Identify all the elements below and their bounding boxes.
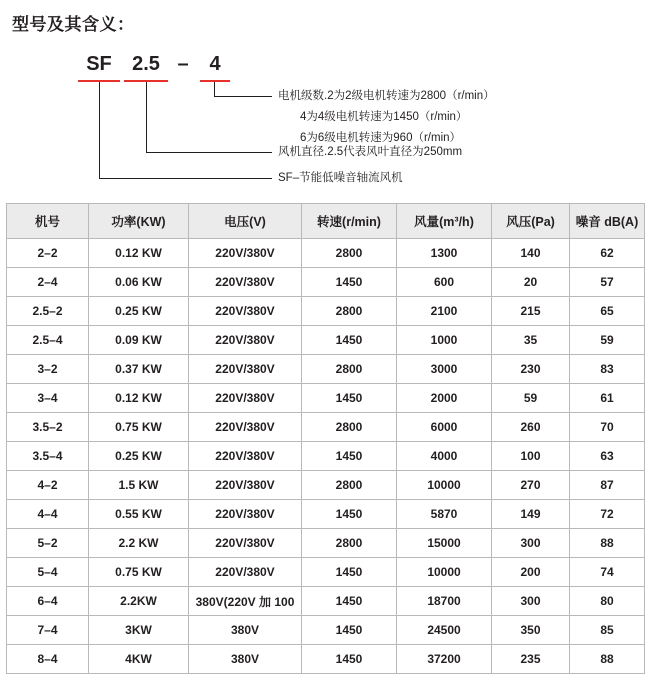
cell-speed: 1450 (302, 616, 397, 645)
cell-power: 0.37 KW (89, 355, 189, 384)
cell-voltage: 220V/380V (189, 413, 302, 442)
cell-voltage: 220V/380V (189, 500, 302, 529)
note-diameter: 风机直径.2.5代表风叶直径为250mm (278, 146, 463, 158)
note-prefix: SF–节能低噪音轴流风机 (278, 172, 403, 184)
cell-speed: 2800 (302, 413, 397, 442)
cell-pressure: 20 (492, 268, 570, 297)
cell-voltage: 220V/380V (189, 297, 302, 326)
column-header-power: 功率(KW) (89, 204, 189, 239)
cell-noise: 62 (570, 239, 645, 268)
column-header-airflow: 风量(m³/h) (397, 204, 492, 239)
cell-voltage: 220V/380V (189, 442, 302, 471)
table-row (7, 442, 645, 471)
cell-power: 1.5 KW (89, 471, 189, 500)
cell-airflow: 5870 (397, 500, 492, 529)
cell-airflow: 1000 (397, 326, 492, 355)
code-token-poles: 4 (209, 53, 221, 75)
cell-airflow: 1300 (397, 239, 492, 268)
note-poles-4: 4为4级电机转速为1450（r/min） (300, 111, 468, 123)
cell-power: 4KW (89, 645, 189, 674)
note-poles-2: 电机级数.2为2级电机转速为2800（r/min） (278, 90, 495, 102)
cell-speed: 1450 (302, 442, 397, 471)
cell-airflow: 4000 (397, 442, 492, 471)
cell-power: 0.06 KW (89, 268, 189, 297)
leader-poles-horizontal (214, 96, 272, 97)
cell-power: 0.75 KW (89, 413, 189, 442)
spec-table (6, 203, 645, 674)
cell-airflow: 6000 (397, 413, 492, 442)
cell-voltage: 220V/380V (189, 384, 302, 413)
cell-model: 2–2 (7, 239, 89, 268)
cell-pressure: 300 (492, 587, 570, 616)
note-poles-6: 6为6级电机转速为960（r/min） (300, 132, 462, 144)
cell-voltage: 380V (189, 645, 302, 674)
model-code-diagram (0, 46, 650, 201)
leader-prefix-horizontal (99, 178, 272, 179)
cell-model: 4–4 (7, 500, 89, 529)
page-title: 型号及其含义： (12, 15, 135, 34)
cell-noise: 70 (570, 413, 645, 442)
cell-speed: 1450 (302, 500, 397, 529)
cell-pressure: 230 (492, 355, 570, 384)
cell-noise: 88 (570, 529, 645, 558)
cell-voltage: 220V/380V (189, 326, 302, 355)
cell-speed: 2800 (302, 355, 397, 384)
column-header-noise: 噪音 dB(A) (570, 204, 645, 239)
cell-power: 2.2 KW (89, 529, 189, 558)
cell-pressure: 100 (492, 442, 570, 471)
cell-power: 0.25 KW (89, 297, 189, 326)
cell-model: 3–2 (7, 355, 89, 384)
cell-power: 2.2KW (89, 587, 189, 616)
column-header-pressure: 风压(Pa) (492, 204, 570, 239)
table-row (7, 384, 645, 413)
column-header-speed: 转速(r/min) (302, 204, 397, 239)
cell-noise: 80 (570, 587, 645, 616)
cell-speed: 2800 (302, 239, 397, 268)
cell-airflow: 3000 (397, 355, 492, 384)
cell-pressure: 300 (492, 529, 570, 558)
table-row (7, 297, 645, 326)
table-body (7, 239, 645, 674)
code-token-dash: – (177, 53, 189, 75)
table-row (7, 529, 645, 558)
cell-noise: 72 (570, 500, 645, 529)
cell-pressure: 270 (492, 471, 570, 500)
cell-model: 7–4 (7, 616, 89, 645)
cell-noise: 59 (570, 326, 645, 355)
cell-pressure: 260 (492, 413, 570, 442)
cell-airflow: 10000 (397, 471, 492, 500)
leader-diameter-vertical (146, 82, 147, 152)
cell-power: 0.25 KW (89, 442, 189, 471)
cell-airflow: 37200 (397, 645, 492, 674)
leader-diameter-horizontal (146, 152, 272, 153)
cell-airflow: 10000 (397, 558, 492, 587)
cell-voltage: 220V/380V (189, 268, 302, 297)
cell-power: 0.12 KW (89, 239, 189, 268)
code-token-diameter: 2.5 (132, 53, 160, 75)
cell-speed: 2800 (302, 529, 397, 558)
cell-pressure: 235 (492, 645, 570, 674)
cell-model: 3.5–2 (7, 413, 89, 442)
code-token-prefix: SF (86, 53, 112, 75)
cell-airflow: 24500 (397, 616, 492, 645)
cell-noise: 85 (570, 616, 645, 645)
table-row (7, 587, 645, 616)
cell-noise: 65 (570, 297, 645, 326)
cell-speed: 1450 (302, 268, 397, 297)
table-row (7, 471, 645, 500)
cell-power: 0.55 KW (89, 500, 189, 529)
spec-table-container (6, 203, 644, 674)
cell-model: 8–4 (7, 645, 89, 674)
cell-speed: 1450 (302, 558, 397, 587)
cell-model: 3.5–4 (7, 442, 89, 471)
column-header-model: 机号 (7, 204, 89, 239)
cell-model: 6–4 (7, 587, 89, 616)
table-row (7, 558, 645, 587)
cell-voltage: 380V(220V 加 100 (189, 587, 302, 616)
table-row (7, 268, 645, 297)
table-row (7, 616, 645, 645)
cell-noise: 61 (570, 384, 645, 413)
leader-poles-vertical (214, 82, 215, 96)
cell-voltage: 220V/380V (189, 239, 302, 268)
cell-model: 2.5–4 (7, 326, 89, 355)
cell-noise: 63 (570, 442, 645, 471)
cell-airflow: 15000 (397, 529, 492, 558)
table-header-row (7, 204, 645, 239)
cell-voltage: 220V/380V (189, 355, 302, 384)
cell-voltage: 220V/380V (189, 529, 302, 558)
cell-voltage: 380V (189, 616, 302, 645)
cell-speed: 1450 (302, 326, 397, 355)
cell-voltage: 220V/380V (189, 471, 302, 500)
cell-speed: 1450 (302, 587, 397, 616)
cell-airflow: 18700 (397, 587, 492, 616)
cell-power: 0.12 KW (89, 384, 189, 413)
table-row (7, 500, 645, 529)
table-row (7, 355, 645, 384)
cell-noise: 87 (570, 471, 645, 500)
cell-power: 0.75 KW (89, 558, 189, 587)
table-row (7, 645, 645, 674)
cell-pressure: 350 (492, 616, 570, 645)
cell-airflow: 600 (397, 268, 492, 297)
cell-noise: 83 (570, 355, 645, 384)
cell-model: 4–2 (7, 471, 89, 500)
table-row (7, 413, 645, 442)
leader-prefix-vertical (99, 82, 100, 178)
cell-noise: 57 (570, 268, 645, 297)
table-row (7, 239, 645, 268)
cell-pressure: 200 (492, 558, 570, 587)
cell-model: 2.5–2 (7, 297, 89, 326)
cell-power: 0.09 KW (89, 326, 189, 355)
cell-voltage: 220V/380V (189, 558, 302, 587)
cell-model: 5–2 (7, 529, 89, 558)
cell-model: 2–4 (7, 268, 89, 297)
cell-model: 5–4 (7, 558, 89, 587)
cell-model: 3–4 (7, 384, 89, 413)
table-row (7, 326, 645, 355)
cell-pressure: 35 (492, 326, 570, 355)
cell-pressure: 149 (492, 500, 570, 529)
code-underline-poles (200, 80, 230, 82)
cell-airflow: 2100 (397, 297, 492, 326)
cell-speed: 1450 (302, 645, 397, 674)
cell-speed: 1450 (302, 384, 397, 413)
cell-power: 3KW (89, 616, 189, 645)
cell-airflow: 2000 (397, 384, 492, 413)
cell-pressure: 140 (492, 239, 570, 268)
cell-noise: 74 (570, 558, 645, 587)
cell-pressure: 59 (492, 384, 570, 413)
cell-speed: 2800 (302, 471, 397, 500)
cell-pressure: 215 (492, 297, 570, 326)
column-header-voltage: 电压(V) (189, 204, 302, 239)
cell-noise: 88 (570, 645, 645, 674)
cell-speed: 2800 (302, 297, 397, 326)
